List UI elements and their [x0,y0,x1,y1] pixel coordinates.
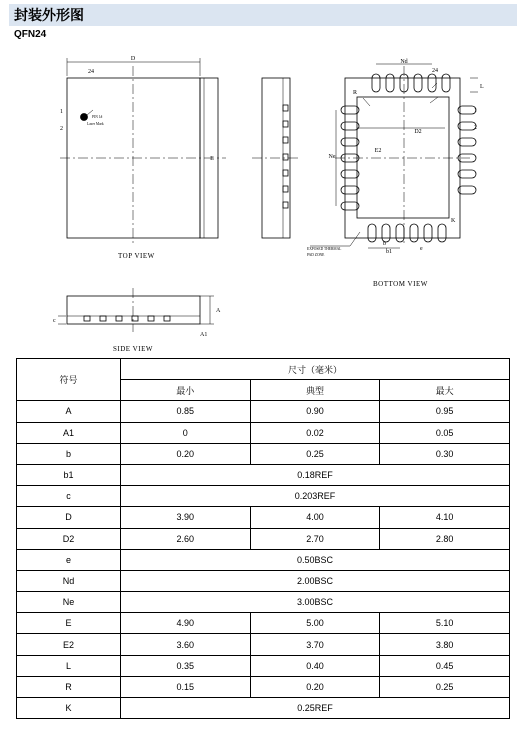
table-cell-span: 0.50BSC [120,549,509,570]
typ-header: 典型 [250,380,380,401]
table-cell-span: 0.203REF [120,486,509,507]
dimension-table [16,358,510,719]
package-name: QFN24 [14,29,47,40]
side-view [58,288,214,332]
table-row [17,613,510,634]
table-cell-sym: c [17,486,121,507]
table-cell-min: 0.20 [120,443,250,464]
table-cell-sym: Nd [17,570,121,591]
side-dim-A: A [216,308,221,314]
max-header: 最大 [380,380,510,401]
table-row [17,549,510,570]
table-cell-typ: 0.25 [250,443,380,464]
side-view-label: SIDE VIEW [113,345,153,353]
top-pin-id-1: PIN 1# [92,115,103,119]
table-cell-min: 0.15 [120,676,250,697]
table-cell-sym: K [17,698,121,719]
table-header-row [17,359,510,380]
top-dim-E: E [210,156,214,162]
bottom-dim-b: b [383,241,386,247]
table-cell-span: 0.18REF [120,464,509,485]
page-title: 封装外形图 [14,8,84,24]
top-pin-id-2: Laser Mark [87,122,104,126]
exposed-pad [357,97,449,218]
table-cell-min: 0.85 [120,401,250,422]
table-cell-typ: 0.20 [250,676,380,697]
table-row [17,528,510,549]
bottom-dim-Nd: Nd [400,59,408,65]
table-cell-typ: 5.00 [250,613,380,634]
top-view [60,58,226,246]
table-cell-max: 0.45 [380,655,510,676]
bottom-label-24: 24 [432,68,438,74]
table-cell-typ: 0.90 [250,401,380,422]
bottom-dim-L: L [480,84,484,90]
table-row [17,401,510,422]
table-cell-sym: Ne [17,592,121,613]
bottom-pad-note-1: EXPOSED THERMAL [307,247,342,251]
table-cell-sym: A1 [17,422,121,443]
table-cell-sym: e [17,549,121,570]
bottom-dim-e: e [420,246,423,252]
table-cell-typ: 0.02 [250,422,380,443]
top-pin-1: 1 [60,109,63,115]
table-row [17,443,510,464]
table-cell-max: 5.10 [380,613,510,634]
table-cell-max: 0.30 [380,443,510,464]
unit-header: 尺寸（毫米） [120,359,509,380]
table-row [17,655,510,676]
bottom-dim-Ne: Ne [328,154,336,160]
table-cell-sym: R [17,676,121,697]
table-cell-sym: b1 [17,464,121,485]
table-row [17,592,510,613]
table-row [17,634,510,655]
table-cell-sym: L [17,655,121,676]
bottom-dim-K: K [451,218,456,224]
bottom-pin-1: 1 [474,108,477,114]
bottom-pad-note-2: PAD ZONE [307,253,325,257]
bottom-dim-E2: E2 [374,148,382,154]
table-row [17,676,510,697]
table-cell-sym: A [17,401,121,422]
table-cell-sym: D2 [17,528,121,549]
table-cell-min: 3.60 [120,634,250,655]
table-cell-max: 3.80 [380,634,510,655]
table-row [17,422,510,443]
table-cell-max: 0.25 [380,676,510,697]
bottom-dim-b1: b1 [386,249,392,255]
bottom-view-label: BOTTOM VIEW [373,280,428,288]
table-cell-max: 0.95 [380,401,510,422]
table-cell-min: 4.90 [120,613,250,634]
table-cell-sym: E2 [17,634,121,655]
top-dim-D: D [130,56,136,62]
bottom-dim-D2: D2 [414,129,422,135]
table-cell-typ: 0.40 [250,655,380,676]
min-header: 最小 [120,380,250,401]
side-view-vertical [252,78,300,238]
table-row [17,464,510,485]
symbol-header: 符号 [17,359,121,401]
bottom-dim-R: R [353,90,358,96]
table-cell-min: 3.90 [120,507,250,528]
table-row [17,486,510,507]
side-dim-c: c [53,318,56,324]
package-drawing [0,0,526,360]
bottom-pin-2: 2 [474,125,477,131]
table-cell-min: 0.35 [120,655,250,676]
top-view-label: TOP VIEW [118,252,155,260]
table-cell-min: 2.60 [120,528,250,549]
table-row [17,698,510,719]
table-row [17,507,510,528]
top-label-24: 24 [88,69,94,75]
table-cell-span: 3.00BSC [120,592,509,613]
table-cell-sym: b [17,443,121,464]
table-cell-typ: 3.70 [250,634,380,655]
table-row [17,570,510,591]
table-cell-typ: 4.00 [250,507,380,528]
table-cell-min: 0 [120,422,250,443]
table-cell-span: 2.00BSC [120,570,509,591]
top-pin-2: 2 [60,126,63,132]
table-cell-max: 0.05 [380,422,510,443]
side-dim-A1: A1 [200,332,208,338]
table-cell-max: 4.10 [380,507,510,528]
table-cell-max: 2.80 [380,528,510,549]
table-cell-sym: D [17,507,121,528]
table-cell-span: 0.25REF [120,698,509,719]
table-cell-sym: E [17,613,121,634]
table-cell-typ: 2.70 [250,528,380,549]
